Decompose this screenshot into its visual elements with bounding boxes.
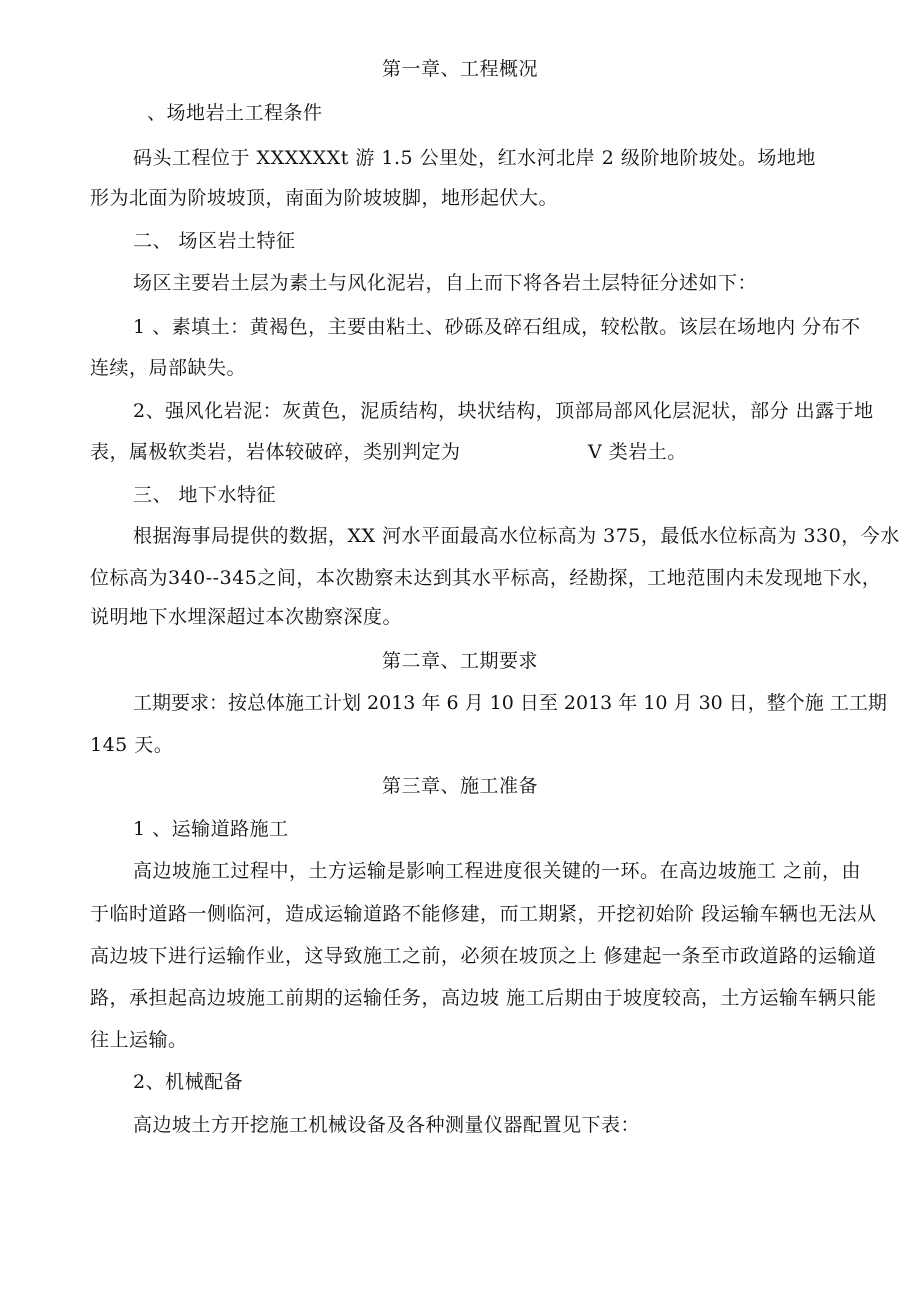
- road-construction-line-5: 往上运输。: [90, 1029, 188, 1051]
- section-site-conditions-heading: 、场地岩土工程条件: [147, 102, 323, 124]
- chapter-2-title: 第二章、工期要求: [381, 650, 538, 672]
- road-construction-line-1: 高边坡施工过程中，土方运输是影响工程进度很关键的一环。在高边坡施工 之前，由: [133, 860, 862, 882]
- road-construction-line-4: 路，承担起高边坡施工前期的运输任务，高边坡 施工后期由于坡度较高，土方运输车辆只能: [90, 987, 877, 1009]
- schedule-line-1: 工期要求：按总体施工计划 2013 年 6 月 10 日至 2013 年 10 月 30 日，整个施 工工期: [133, 692, 887, 714]
- schedule-line-2: 145 天。: [90, 734, 174, 756]
- section-soil-characteristics-heading: 二、 场区岩土特征: [133, 230, 296, 252]
- machinery-line-1: 高边坡土方开挖施工机械设备及各种测量仪器配置见下表：: [133, 1114, 641, 1136]
- section-machinery-heading: 2、机械配备: [133, 1071, 244, 1093]
- chapter-3-title: 第三章、施工准备: [381, 775, 538, 797]
- groundwater-line-3: 说明地下水埋深超过本次勘察深度。: [90, 606, 403, 628]
- soil-item-2-line-1: 2、强风化岩泥：灰黄色，泥质结构，块状结构，顶部局部风化层泥状，部分 出露于地: [133, 400, 874, 422]
- site-conditions-paragraph-line-2: 形为北面为阶坡坡顶，南面为阶坡坡脚，地形起伏大。: [90, 187, 559, 209]
- section-groundwater-heading: 三、 地下水特征: [133, 484, 277, 506]
- site-conditions-paragraph-line-1: 码头工程位于 XXXXXXt 游 1.5 公里处，红水河北岸 2 级阶地阶坡处。场地地: [133, 147, 816, 169]
- soil-item-2-line-2a: 表，属极软类岩，岩体较破碎，类别判定为: [90, 441, 461, 463]
- groundwater-line-1: 根据海事局提供的数据，XX 河水平面最高水位标高为 375，最低水位标高为 330，今水: [133, 525, 900, 547]
- soil-item-1-line-2: 连续，局部缺失。: [90, 357, 247, 379]
- soil-characteristics-intro: 场区主要岩土层为素土与风化泥岩，自上而下将各岩土层特征分述如下：: [133, 272, 758, 294]
- soil-item-2-line-2b: V 类岩土。: [588, 441, 687, 463]
- road-construction-line-3: 高边坡下进行运输作业，这导致施工之前，必须在坡顶之上 修建起一条至市政道路的运输道: [90, 945, 877, 967]
- section-road-construction-heading: 1 、运输道路施工: [133, 818, 289, 840]
- road-construction-line-2: 于临时道路一侧临河，造成运输道路不能修建，而工期紧，开挖初始阶 段运输车辆也无法从: [90, 903, 877, 925]
- soil-item-1-line-1: 1 、素填土：黄褐色，主要由粘土、砂砾及碎石组成，较松散。该层在场地内 分布不: [133, 316, 861, 338]
- chapter-1-title: 第一章、工程概况: [381, 58, 538, 80]
- groundwater-line-2: 位标高为340--345之间，本次勘察未达到其水平标高，经勘探，工地范围内未发现地下水，: [90, 567, 882, 589]
